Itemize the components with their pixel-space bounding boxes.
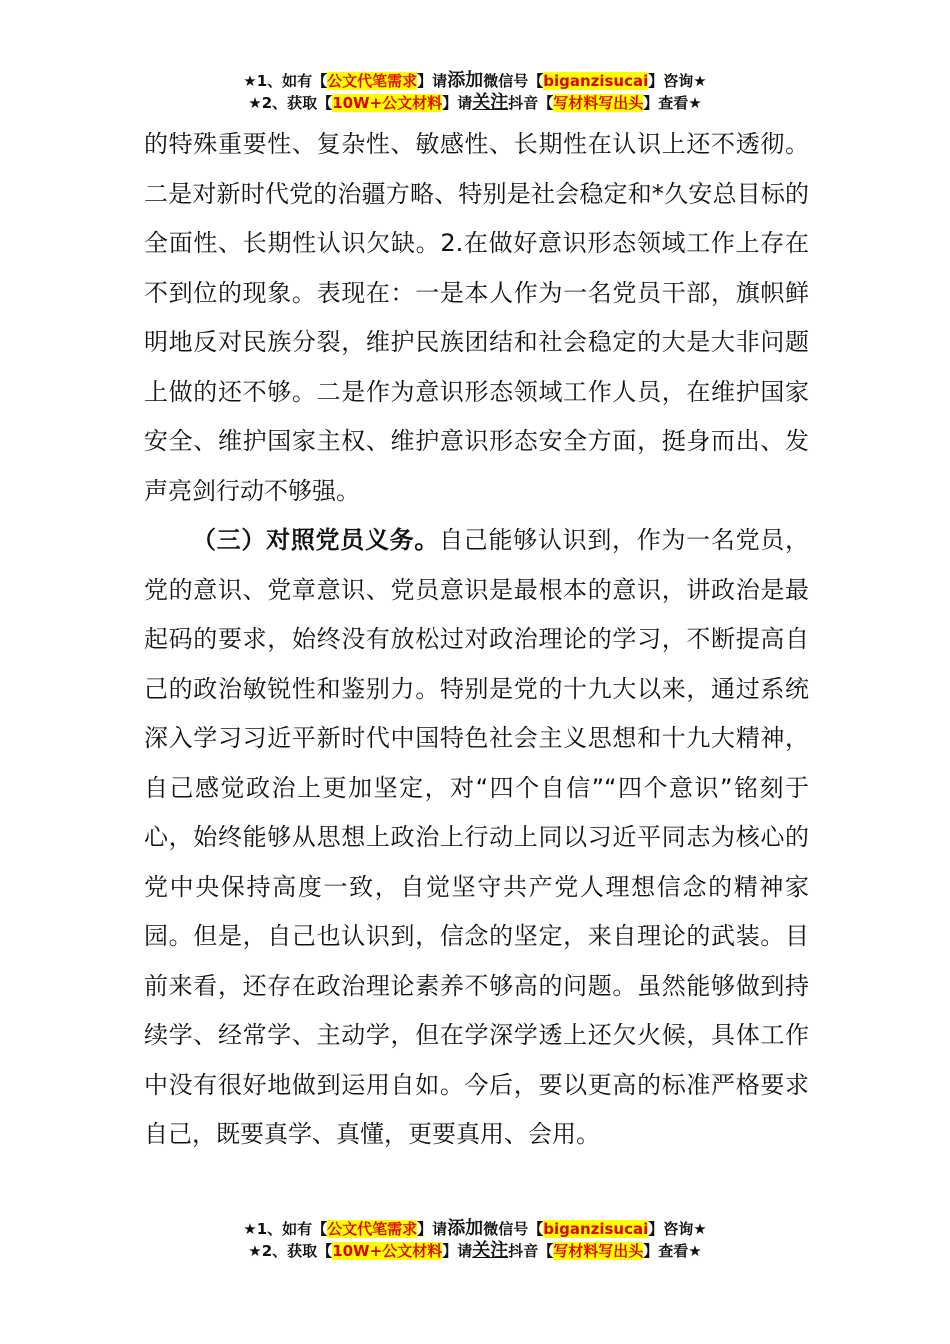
footer-line-2: ★2、获取【10W+公文材料】请关注抖音【写材料写出头】查看★ (248, 1240, 702, 1261)
highlight-wechat-id: biganzisucai (543, 72, 649, 90)
highlight-service: 公文代笔需求 (327, 1220, 418, 1238)
highlight-wechat-id: biganzisucai (543, 1220, 649, 1238)
highlight-douyin-id: 写材料写出头 (553, 94, 644, 112)
footer-line-1: ★1、如有【公文代笔需求】请添加微信号【biganzisucai】咨询★ (243, 1218, 707, 1239)
document-body (144, 120, 809, 1160)
highlight-service: 公文代笔需求 (327, 72, 418, 90)
banner-line-1: ★1、如有【公文代笔需求】请添加微信号【biganzisucai】咨询★ (243, 70, 707, 91)
header-banner (0, 70, 950, 114)
section-heading: （三）对照党员义务。 (192, 526, 440, 554)
paragraph-2 (144, 516, 809, 1160)
highlight-materials: 10W+公文材料 (332, 1242, 443, 1260)
highlight-materials: 10W+公文材料 (332, 94, 443, 112)
footer-banner (0, 1218, 950, 1262)
banner-line-2: ★2、获取【10W+公文材料】请关注抖音【写材料写出头】查看★ (248, 92, 702, 113)
paragraph-1: 的特殊重要性、复杂性、敏感性、长期性在认识上还不透彻。二是对新时代党的治疆方略、特别是社会稳定和*久安总目标的全面性、长期性认识欠缺。2.在做好意识形态领域工作上存在不到位的现象。表现在：一是本人作为一名党员干部，旗帜鲜明地反对民族分裂，维护民族团结和社会稳定的大是大非问题上做的还不够。二是作为意识形态领域工作人员，在维护国家安全、维护国家主权、维护意识形态安全方面，挺身而出、发声亮剑行动不够强。 (144, 130, 809, 505)
highlight-douyin-id: 写材料写出头 (553, 1242, 644, 1260)
paragraph-2-text: 自己能够认识到，作为一名党员，党的意识、党章意识、党员意识是最根本的意识，讲政治是最起码的要求，始终没有放松过对政治理论的学习，不断提高自己的政治敏锐性和鉴别力。特别是党的十九大以来，通过系统深入学习习近平新时代中国特色社会主义思想和十九大精神，自己感觉政治上更加坚定，对“四个自信”“四个意识”铭刻于心，始终能够从思想上政治上行动上同以习近平同志为核心的党中央保持高度一致，自觉坚守共产党人理想信念的精神家园。但是，自己也认识到，信念的坚定，来自理论的武装。目前来看，还存在政治理论素养不够高的问题。虽然能够做到持续学、经常学、主动学，但在学深学透上还欠火候，具体工作中没有很好地做到运用自如。今后，要以更高的标准严格要求自己，既要真学、真懂，更要真用、会用。 (144, 526, 810, 1148)
